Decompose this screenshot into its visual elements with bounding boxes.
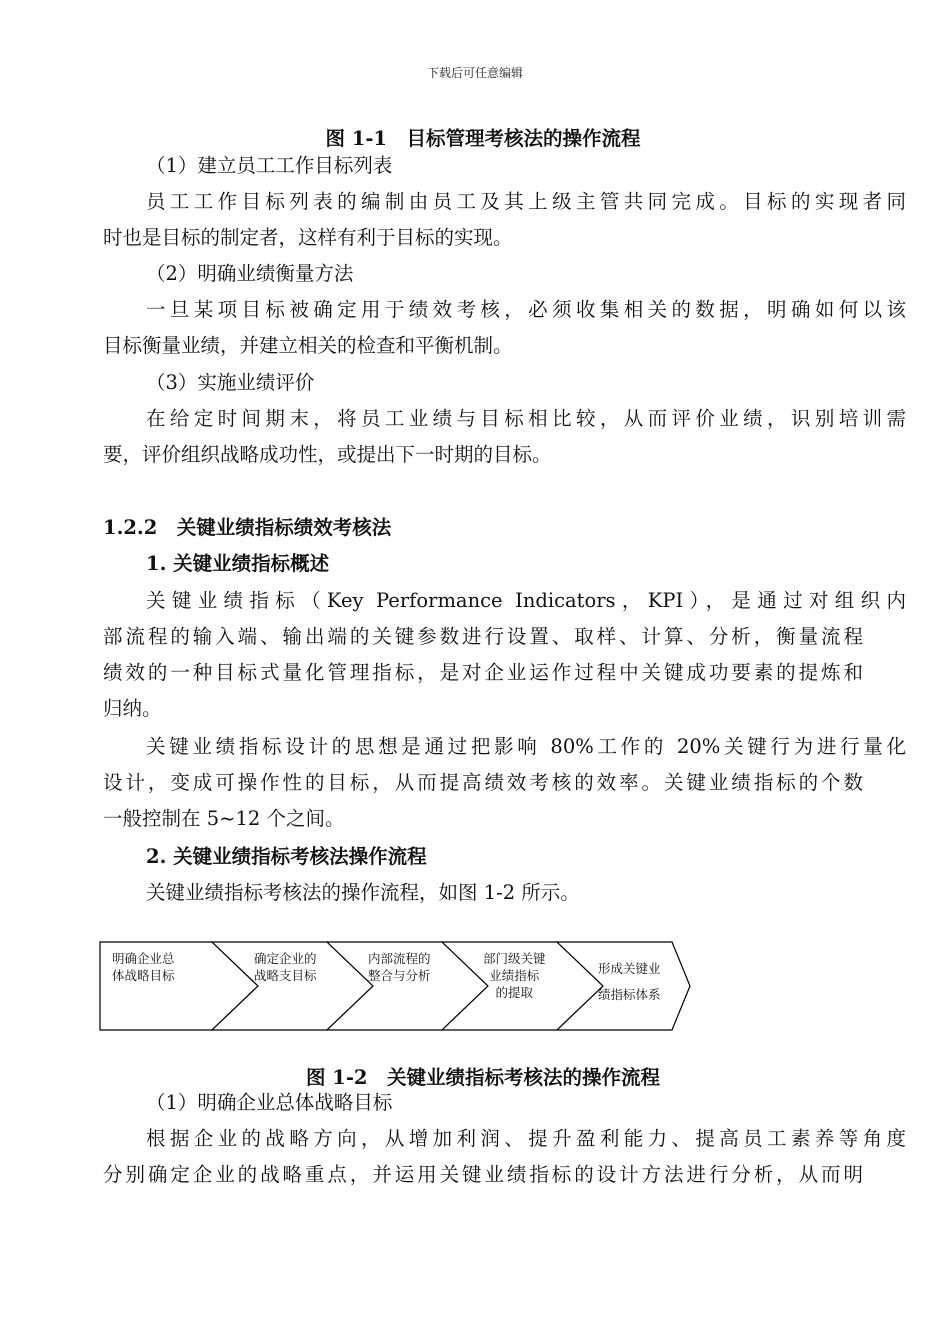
kpi-step1-title: （1）明确企业总体战略目标 — [146, 1091, 393, 1114]
flow-step-4-line3: 的提取 — [495, 985, 534, 1000]
flow-step-2-label — [254, 950, 317, 984]
mbo-step2-line1: 一旦某项目标被确定用于绩效考核，必须收集相关的数据，明确如何以该 — [146, 298, 906, 321]
kpi-overview-subheading: 1. 关键业绩指标概述 — [146, 552, 330, 575]
flow-step-4-label — [483, 950, 546, 1001]
flow-step-1-line2: 体战略目标 — [112, 968, 175, 983]
flow-step-5-label — [598, 956, 661, 1008]
flow-step-3-label — [368, 950, 431, 984]
figure-1-2-caption: 图 1-2 关键业绩指标考核法的操作流程 — [305, 1066, 661, 1089]
page-header-note: 下载后可任意编辑 — [426, 66, 523, 80]
mbo-step1-line1: 员工工作目标列表的编制由员工及其上级主管共同完成。目标的实现者同 — [146, 190, 906, 213]
mbo-step3-line2: 要，评价组织战略成功性，或提出下一时期的目标。 — [103, 443, 552, 466]
flow-step-2-line2: 战略支目标 — [254, 968, 317, 983]
mbo-step1-title: （1）建立员工工作目标列表 — [146, 154, 393, 177]
flow-step-3-line2: 整合与分析 — [368, 968, 431, 983]
flow-step-1-line1: 明确企业总 — [112, 951, 175, 966]
kpi-para1-line2: 部流程的输入端、输出端的关键参数进行设置、取样、计算、分析，衡量流程 — [103, 625, 863, 648]
kpi-para3: 关键业绩指标考核法的操作流程，如图 1-2 所示。 — [146, 881, 580, 904]
mbo-step1-line2: 时也是目标的制定者，这样有利于目标的实现。 — [103, 226, 513, 249]
flow-step-3-line1: 内部流程的 — [368, 951, 431, 966]
mbo-step2-title: （2）明确业绩衡量方法 — [146, 262, 354, 285]
kpi-para2-line1: 关键业绩指标设计的思想是通过把影响 80%工作的 20%关键行为进行量化 — [146, 735, 906, 758]
mbo-step3-line1: 在给定时间期末，将员工业绩与目标相比较，从而评价业绩，识别培训需 — [146, 407, 906, 430]
kpi-process-subheading: 2. 关键业绩指标考核法操作流程 — [146, 845, 427, 868]
flow-step-4-line2: 业绩指标 — [489, 968, 540, 983]
flow-step-2-line1: 确定企业的 — [254, 951, 317, 966]
kpi-para2-line3: 一般控制在 5~12 个之间。 — [103, 807, 345, 830]
kpi-process-flowchart — [98, 938, 698, 1034]
kpi-step1-line2: 分别确定企业的战略重点，并运用关键业绩指标的设计方法进行分析，从而明 — [103, 1163, 863, 1186]
mbo-step2-line2: 目标衡量业绩，并建立相关的检查和平衡机制。 — [103, 334, 513, 357]
kpi-para1-line3: 绩效的一种目标式量化管理指标，是对企业运作过程中关键成功要素的提炼和 — [103, 661, 863, 684]
flow-step-5-line2: 绩指标体系 — [598, 987, 661, 1002]
kpi-step1-line1: 根据企业的战略方向，从增加利润、提升盈利能力、提高员工素养等角度 — [146, 1127, 906, 1150]
flow-step-1-label — [112, 950, 175, 984]
kpi-para1-line1: 关键业绩指标（Key Performance Indicators，KPI），是通过对组织内 — [146, 589, 906, 612]
kpi-para1-line4: 归纳。 — [103, 697, 162, 720]
flow-step-5-line1: 形成关键业 — [598, 961, 661, 976]
figure-1-1-caption: 图 1-1 目标管理考核法的操作流程 — [325, 127, 641, 150]
kpi-para2-line2: 设计，变成可操作性的目标，从而提高绩效考核的效率。关键业绩指标的个数 — [103, 771, 863, 794]
mbo-step3-title: （3）实施业绩评价 — [146, 371, 315, 394]
flow-step-4-line1: 部门级关键 — [483, 951, 546, 966]
section-1-2-2-heading: 1.2.2 关键业绩指标绩效考核法 — [103, 516, 392, 539]
